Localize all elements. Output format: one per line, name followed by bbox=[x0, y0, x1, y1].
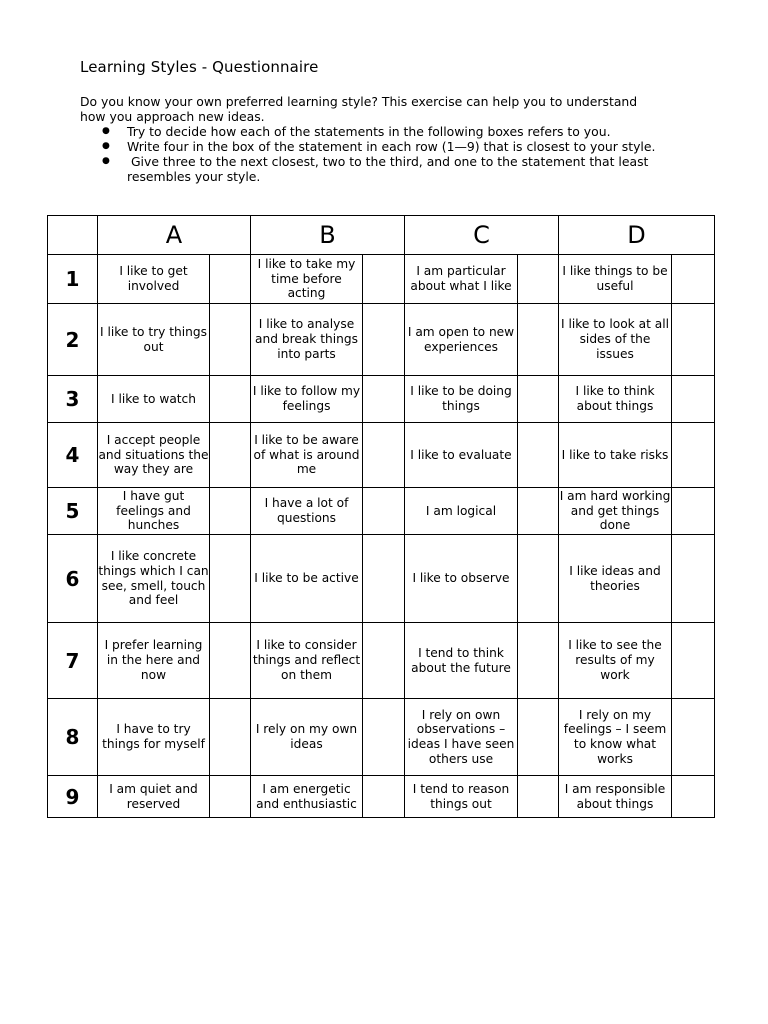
statement-c: I rely on own observations – ideas I have seen others use bbox=[405, 699, 518, 776]
table-row bbox=[48, 623, 715, 699]
questionnaire-table bbox=[47, 215, 715, 818]
score-box-b[interactable] bbox=[363, 255, 405, 304]
score-box-a[interactable] bbox=[210, 488, 251, 535]
statement-a: I accept people and situations the way they are bbox=[98, 423, 210, 488]
table-row bbox=[48, 535, 715, 623]
intro-section bbox=[80, 94, 660, 184]
score-box-b[interactable] bbox=[363, 535, 405, 623]
column-header-c: C bbox=[405, 216, 559, 255]
instruction-text: Give three to the next closest, two to the third, and one to the statement that least resembles your style. bbox=[127, 154, 653, 184]
instruction-item bbox=[80, 139, 660, 154]
score-box-c[interactable] bbox=[518, 535, 559, 623]
corner-cell bbox=[48, 216, 98, 255]
statement-b: I like to follow my feelings bbox=[251, 376, 363, 423]
row-number: 2 bbox=[48, 304, 98, 376]
score-box-c[interactable] bbox=[518, 623, 559, 699]
statement-c: I like to be doing things bbox=[405, 376, 518, 423]
score-box-d[interactable] bbox=[672, 423, 715, 488]
statement-b: I like to be active bbox=[251, 535, 363, 623]
table-row bbox=[48, 304, 715, 376]
row-number: 8 bbox=[48, 699, 98, 776]
score-box-c[interactable] bbox=[518, 423, 559, 488]
score-box-c[interactable] bbox=[518, 699, 559, 776]
statement-a: I like to watch bbox=[98, 376, 210, 423]
score-box-d[interactable] bbox=[672, 776, 715, 818]
score-box-b[interactable] bbox=[363, 488, 405, 535]
statement-d: I like to look at all sides of the issues bbox=[559, 304, 672, 376]
statement-b: I rely on my own ideas bbox=[251, 699, 363, 776]
statement-d: I am hard working and get things done bbox=[559, 488, 672, 535]
score-box-d[interactable] bbox=[672, 535, 715, 623]
statement-a: I prefer learning in the here and now bbox=[98, 623, 210, 699]
statement-a: I have gut feelings and hunches bbox=[98, 488, 210, 535]
score-box-a[interactable] bbox=[210, 776, 251, 818]
row-number: 6 bbox=[48, 535, 98, 623]
intro-text: Do you know your own preferred learning style? This exercise can help you to understand how you approach new ideas. bbox=[80, 94, 638, 124]
score-box-d[interactable] bbox=[672, 488, 715, 535]
statement-a: I like concrete things which I can see, smell, touch and feel bbox=[98, 535, 210, 623]
statement-b: I like to analyse and break things into parts bbox=[251, 304, 363, 376]
row-number: 3 bbox=[48, 376, 98, 423]
score-box-d[interactable] bbox=[672, 304, 715, 376]
statement-a: I like to try things out bbox=[98, 304, 210, 376]
bullet-icon: ● bbox=[102, 156, 110, 166]
score-box-a[interactable] bbox=[210, 623, 251, 699]
statement-c: I tend to think about the future bbox=[405, 623, 518, 699]
score-box-c[interactable] bbox=[518, 304, 559, 376]
row-number: 4 bbox=[48, 423, 98, 488]
score-box-a[interactable] bbox=[210, 699, 251, 776]
statement-a: I have to try things for myself bbox=[98, 699, 210, 776]
instruction-text: Try to decide how each of the statements in the following boxes refers to you. bbox=[127, 124, 611, 139]
score-box-b[interactable] bbox=[363, 623, 405, 699]
score-box-b[interactable] bbox=[363, 776, 405, 818]
score-box-c[interactable] bbox=[518, 488, 559, 535]
statement-a: I like to get involved bbox=[98, 255, 210, 304]
column-header-d: D bbox=[559, 216, 715, 255]
table-row bbox=[48, 376, 715, 423]
statement-c: I like to evaluate bbox=[405, 423, 518, 488]
instruction-text: Write four in the box of the statement in each row (1—9) that is closest to your style. bbox=[127, 139, 656, 154]
statement-b: I have a lot of questions bbox=[251, 488, 363, 535]
score-box-b[interactable] bbox=[363, 699, 405, 776]
score-box-d[interactable] bbox=[672, 376, 715, 423]
table-row bbox=[48, 699, 715, 776]
header-row bbox=[48, 216, 715, 255]
column-header-a: A bbox=[98, 216, 251, 255]
table-row bbox=[48, 488, 715, 535]
statement-b: I like to be aware of what is around me bbox=[251, 423, 363, 488]
instruction-item bbox=[80, 124, 660, 139]
statement-b: I like to take my time before acting bbox=[251, 255, 363, 304]
statement-b: I like to consider things and reflect on them bbox=[251, 623, 363, 699]
score-box-b[interactable] bbox=[363, 376, 405, 423]
statement-d: I like ideas and theories bbox=[559, 535, 672, 623]
statement-c: I like to observe bbox=[405, 535, 518, 623]
row-number: 1 bbox=[48, 255, 98, 304]
statement-c: I am particular about what I like bbox=[405, 255, 518, 304]
statement-d: I am responsible about things bbox=[559, 776, 672, 818]
page-title: Learning Styles - Questionnaire bbox=[80, 58, 319, 76]
score-box-c[interactable] bbox=[518, 255, 559, 304]
statement-c: I am logical bbox=[405, 488, 518, 535]
row-number: 7 bbox=[48, 623, 98, 699]
bullet-icon: ● bbox=[102, 126, 110, 136]
statement-d: I like things to be useful bbox=[559, 255, 672, 304]
table-row bbox=[48, 423, 715, 488]
score-box-c[interactable] bbox=[518, 376, 559, 423]
score-box-b[interactable] bbox=[363, 304, 405, 376]
statement-d: I like to take risks bbox=[559, 423, 672, 488]
table-row bbox=[48, 255, 715, 304]
row-number: 5 bbox=[48, 488, 98, 535]
score-box-c[interactable] bbox=[518, 776, 559, 818]
score-box-a[interactable] bbox=[210, 255, 251, 304]
statement-c: I tend to reason things out bbox=[405, 776, 518, 818]
score-box-d[interactable] bbox=[672, 699, 715, 776]
statement-c: I am open to new experiences bbox=[405, 304, 518, 376]
score-box-a[interactable] bbox=[210, 423, 251, 488]
statement-d: I like to see the results of my work bbox=[559, 623, 672, 699]
bullet-icon: ● bbox=[102, 141, 110, 151]
row-number: 9 bbox=[48, 776, 98, 818]
statement-b: I am energetic and enthusiastic bbox=[251, 776, 363, 818]
score-box-d[interactable] bbox=[672, 623, 715, 699]
statement-d: I like to think about things bbox=[559, 376, 672, 423]
table-row bbox=[48, 776, 715, 818]
score-box-a[interactable] bbox=[210, 304, 251, 376]
score-box-b[interactable] bbox=[363, 423, 405, 488]
score-box-d[interactable] bbox=[672, 255, 715, 304]
statement-d: I rely on my feelings – I seem to know what works bbox=[559, 699, 672, 776]
score-box-a[interactable] bbox=[210, 376, 251, 423]
column-header-b: B bbox=[251, 216, 405, 255]
instruction-list bbox=[80, 124, 660, 184]
statement-a: I am quiet and reserved bbox=[98, 776, 210, 818]
instruction-item bbox=[80, 154, 660, 184]
score-box-a[interactable] bbox=[210, 535, 251, 623]
